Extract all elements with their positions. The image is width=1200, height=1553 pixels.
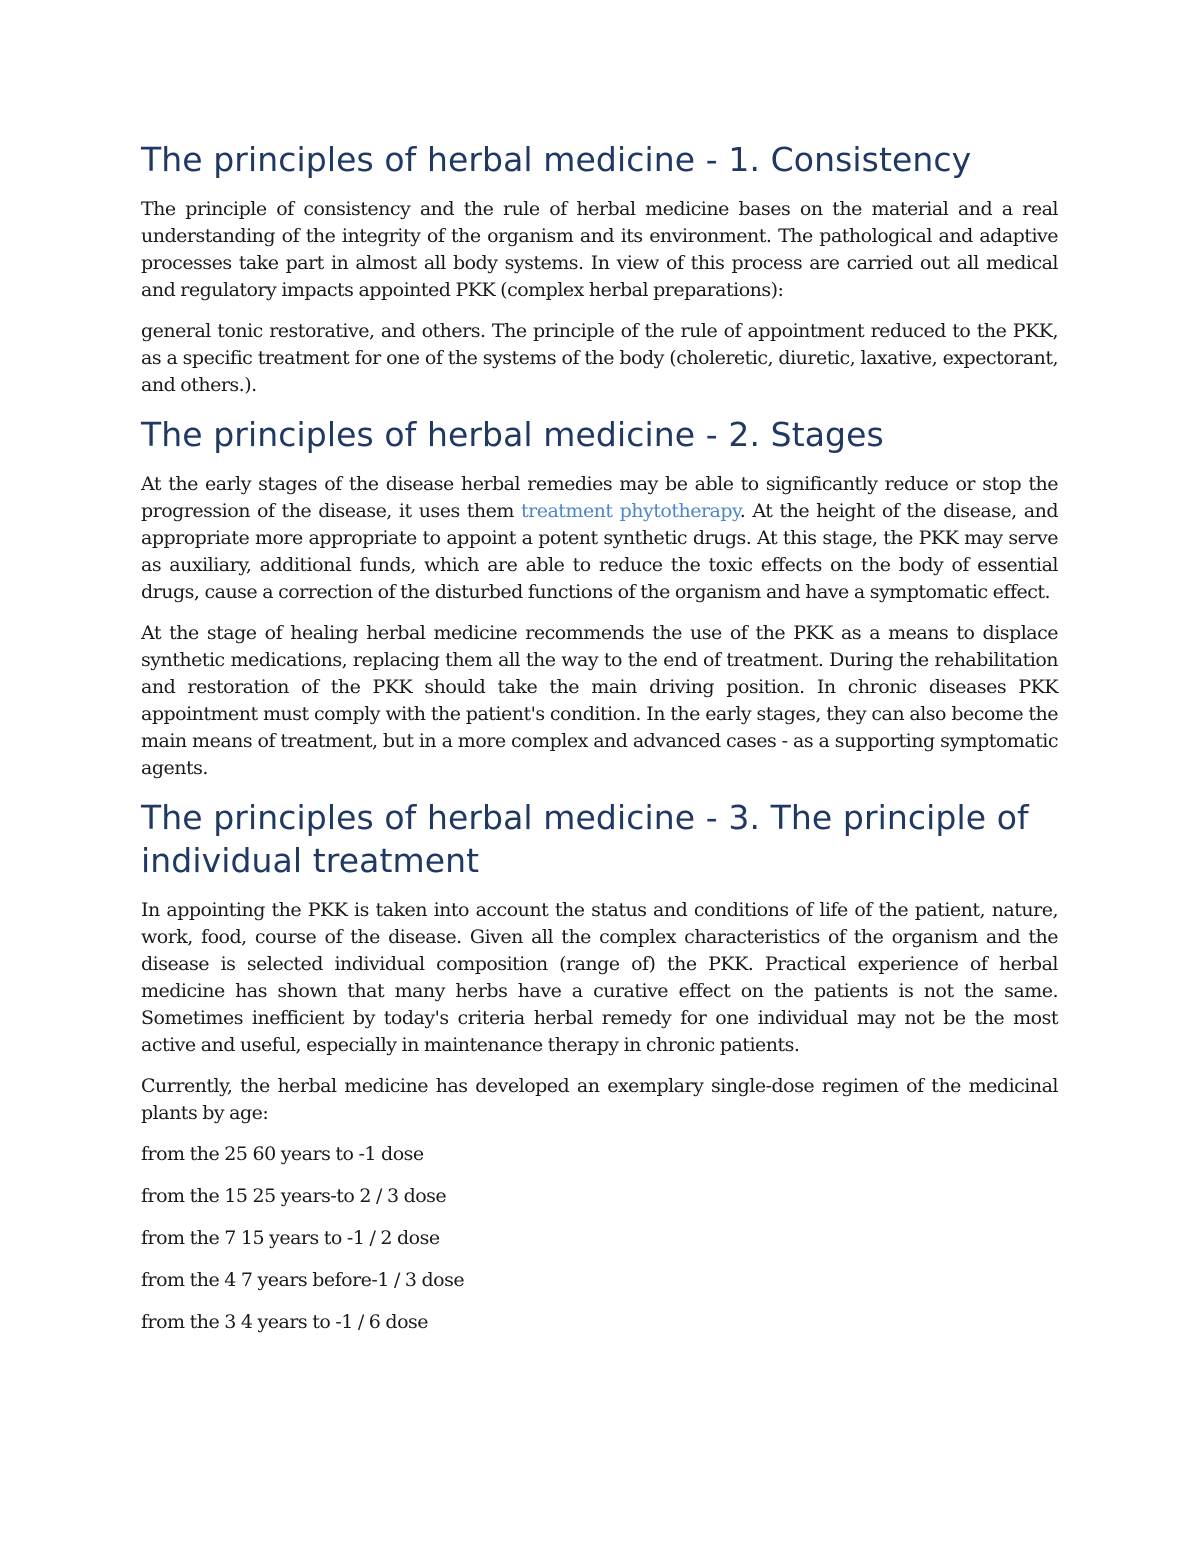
dose-line: from the 3 4 years to -1 / 6 dose <box>141 1311 429 1333</box>
phytotherapy-link[interactable]: treatment phytotherapy <box>521 500 740 522</box>
dose-line: from the 7 15 years to -1 / 2 dose <box>141 1227 440 1249</box>
section-1-paragraph-2: general tonic restorative, and others. The principle of the rule of appointment reduced to the PKK, as a specific treatment for one of the systems of the body (choleretic, diuretic, laxative, expectorant, and others.). <box>141 320 1058 396</box>
section-3-paragraph-2: Currently, the herbal medicine has developed an exemplary single-dose regimen of the medicinal plants by age: <box>141 1075 1058 1124</box>
section-2-paragraph-1 <box>141 471 1058 606</box>
paragraph-text: At the early stages of the disease herbal remedies may be able to significantly reduce or stop the progression of the disease, it uses them <box>141 473 1058 522</box>
document-page <box>141 138 1058 1351</box>
dose-line: from the 15 25 years-to 2 / 3 dose <box>141 1185 447 1207</box>
dose-line: from the 25 60 years to -1 dose <box>141 1143 424 1165</box>
section-3-paragraph-1: In appointing the PKK is taken into account the status and conditions of life of the patient, nature, work, food, course of the disease. Given all the complex characteristics of the organism and the disease is selected individual composition (range of) the PKK. Practical experience of herbal medicine has shown that many herbs have a curative effect on the patients is not the same. Sometimes inefficient by today's criteria herbal remedy for one individual may not be the most active and useful, especially in maintenance therapy in chronic patients. <box>141 899 1058 1056</box>
section-3-heading: The principles of herbal medicine - 3. The principle of individual treatment <box>141 798 1029 880</box>
dose-line: from the 4 7 years before-1 / 3 dose <box>141 1269 465 1291</box>
section-2-paragraph-2: At the stage of healing herbal medicine recommends the use of the PKK as a means to displace synthetic medications, replacing them all the way to the end of treatment. During the rehabilitation and restoration of the PKK should take the main driving position. In chronic diseases PKK appointment must comply with the patient's condition. In the early stages, they can also become the main means of treatment, but in a more complex and advanced cases - as a supporting symptomatic agents. <box>141 622 1058 779</box>
section-1-paragraph-1: The principle of consistency and the rule of herbal medicine bases on the material and a real understanding of the integrity of the organism and its environment. The pathological and adaptive processes take part in almost all body systems. In view of this process are carried out all medical and regulatory impacts appointed PKK (complex herbal preparations): <box>141 198 1058 301</box>
paragraph-text: . At the height of the disease, and appropriate more appropriate to appoint a potent synthetic drugs. At this stage, the PKK may serve as auxiliary, additional funds, which are able to reduce the toxic effects on the body of essential drugs, cause a correction of the disturbed functions of the organism and have a symptomatic effect. <box>141 500 1058 603</box>
section-1-heading: The principles of herbal medicine - 1. Consistency <box>141 140 972 179</box>
section-2-heading: The principles of herbal medicine - 2. Stages <box>141 415 884 454</box>
